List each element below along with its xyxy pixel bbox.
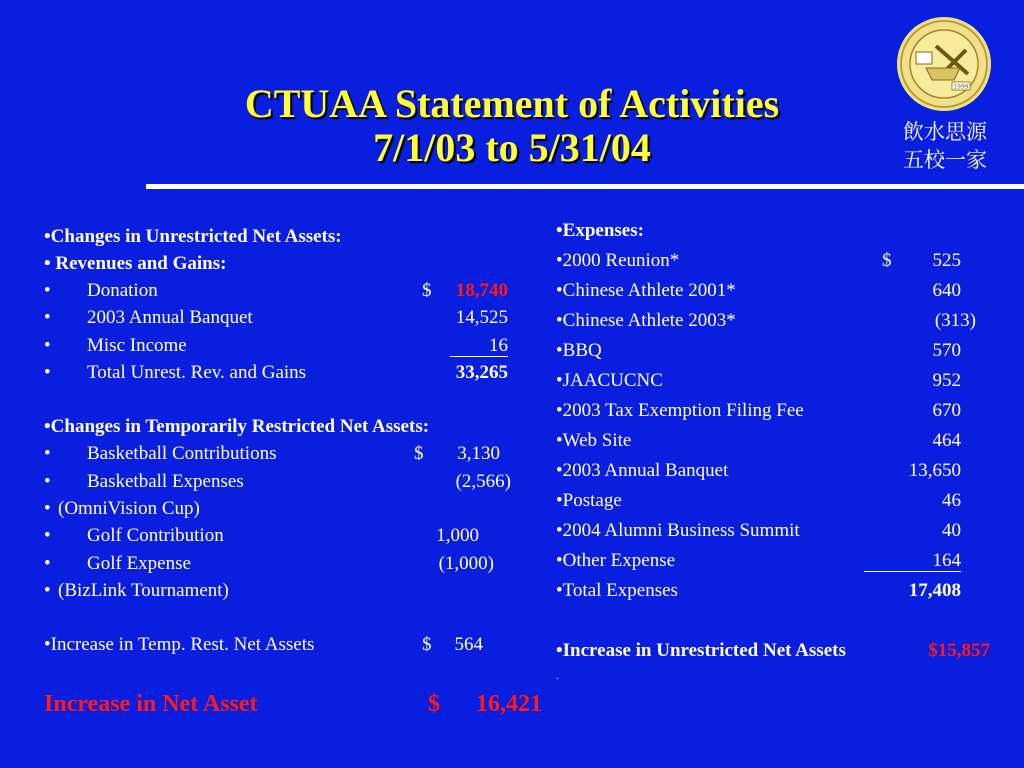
revenue-bullet: • [44, 362, 51, 383]
revenues-heading: • Revenues and Gains: [44, 253, 227, 274]
temp-amount-basketball-contrib: 3,130 [457, 443, 500, 464]
increase-net-amount: 16,421 [476, 691, 542, 717]
revenue-amount-total: 33,265 [455, 362, 508, 383]
temp-label-basketball-exp: Basketball Expenses [87, 471, 244, 492]
revenue-bullet: • [44, 335, 51, 356]
total-expenses-label: •Total Expenses [556, 580, 678, 601]
temp-bullet: • [44, 580, 51, 601]
expense-label-summit: •2004 Alumni Business Summit [556, 520, 800, 541]
expense-label-athlete-2003: •Chinese Athlete 2003* [556, 310, 736, 331]
increase-net-currency: $ [428, 691, 440, 717]
revenue-label-banquet: 2003 Annual Banquet [87, 307, 253, 328]
revenue-amount-misc: 16 [450, 335, 508, 357]
revenue-label-donation: Donation [87, 280, 158, 301]
expense-amount-tax-fee: 670 [932, 400, 961, 421]
title-divider [146, 184, 1024, 189]
temp-bullet: • [44, 443, 51, 464]
temp-bullet: • [44, 525, 51, 546]
expense-label-reunion: •2000 Reunion* [556, 250, 680, 271]
title-line-2: 7/1/03 to 5/31/04 [373, 125, 651, 170]
expense-amount-bbq: 570 [932, 340, 961, 361]
temp-bullet: • [44, 553, 51, 574]
expenses-heading: •Expenses: [556, 220, 644, 241]
increase-temp-label: •Increase in Temp. Rest. Net Assets [44, 634, 315, 655]
trailing-mark: . [556, 668, 559, 682]
temp-currency-basketball-contrib: $ [414, 443, 424, 464]
temp-label-golf-exp: Golf Expense [87, 553, 191, 574]
temp-label-basketball-contrib: Basketball Contributions [87, 443, 277, 464]
expense-label-other: •Other Expense [556, 550, 676, 571]
increase-unrestricted-label: •Increase in Unrestricted Net Assets [556, 640, 846, 661]
increase-net-label: Increase in Net Asset [44, 691, 258, 717]
increase-unrestricted-amount: $15,857 [928, 640, 990, 661]
total-expenses-amount: 17,408 [908, 580, 961, 601]
revenue-amount-donation: 18,740 [455, 280, 508, 301]
expense-amount-website: 464 [932, 430, 961, 451]
expense-amount-postage: 46 [942, 490, 961, 511]
revenue-label-misc: Misc Income [87, 335, 187, 356]
temp-restricted-heading: •Changes in Temporarily Restricted Net Assets: [44, 416, 430, 437]
expense-label-postage: •Postage [556, 490, 622, 511]
expense-currency-reunion: $ [882, 250, 892, 271]
expense-amount-athlete-2001: 640 [932, 280, 961, 301]
expense-amount-summit: 40 [942, 520, 961, 541]
temp-amount-basketball-exp: (2,566) [455, 471, 511, 492]
revenue-bullet: • [44, 280, 51, 301]
temp-label-golf-contrib: Golf Contribution [87, 525, 224, 546]
expense-label-tax-fee: •2003 Tax Exemption Filing Fee [556, 400, 804, 421]
expense-label-athlete-2001: •Chinese Athlete 2001* [556, 280, 736, 301]
increase-temp-amount: 564 [454, 634, 483, 655]
expense-label-website: •Web Site [556, 430, 632, 451]
temp-bullet: • [44, 471, 51, 492]
unrestricted-heading: •Changes in Unrestricted Net Assets: [44, 226, 342, 247]
temp-amount-golf-contrib: 1,000 [436, 525, 479, 546]
increase-temp-currency: $ [422, 634, 432, 655]
title-line-1: CTUAA Statement of Activities [244, 81, 780, 126]
expense-label-banquet: •2003 Annual Banquet [556, 460, 729, 481]
temp-label-bizlink: (BizLink Tournament) [58, 580, 229, 601]
expense-label-bbq: •BBQ [556, 340, 602, 361]
motto-line-1: 飲水思源 [903, 120, 987, 144]
revenue-label-total: Total Unrest. Rev. and Gains [87, 362, 307, 383]
revenue-currency-donation: $ [422, 280, 432, 301]
temp-bullet: • [44, 498, 51, 519]
expense-amount-banquet: 13,650 [908, 460, 961, 481]
expense-label-jaacucnc: •JAACUCNC [556, 370, 663, 391]
revenue-amount-banquet: 14,525 [455, 307, 508, 328]
expense-amount-athlete-2003: (313) [934, 310, 976, 331]
logo-year: 1999 [953, 83, 969, 91]
expense-amount-reunion: 525 [932, 250, 961, 271]
page-title [0, 82, 1024, 170]
temp-amount-golf-exp: (1,000) [438, 553, 494, 574]
revenue-bullet: • [44, 307, 51, 328]
expense-amount-other: 164 [864, 550, 961, 572]
temp-label-omnivision: (OmniVision Cup) [58, 498, 200, 519]
expense-amount-jaacucnc: 952 [932, 370, 961, 391]
motto-line-2: 五校一家 [903, 148, 987, 172]
